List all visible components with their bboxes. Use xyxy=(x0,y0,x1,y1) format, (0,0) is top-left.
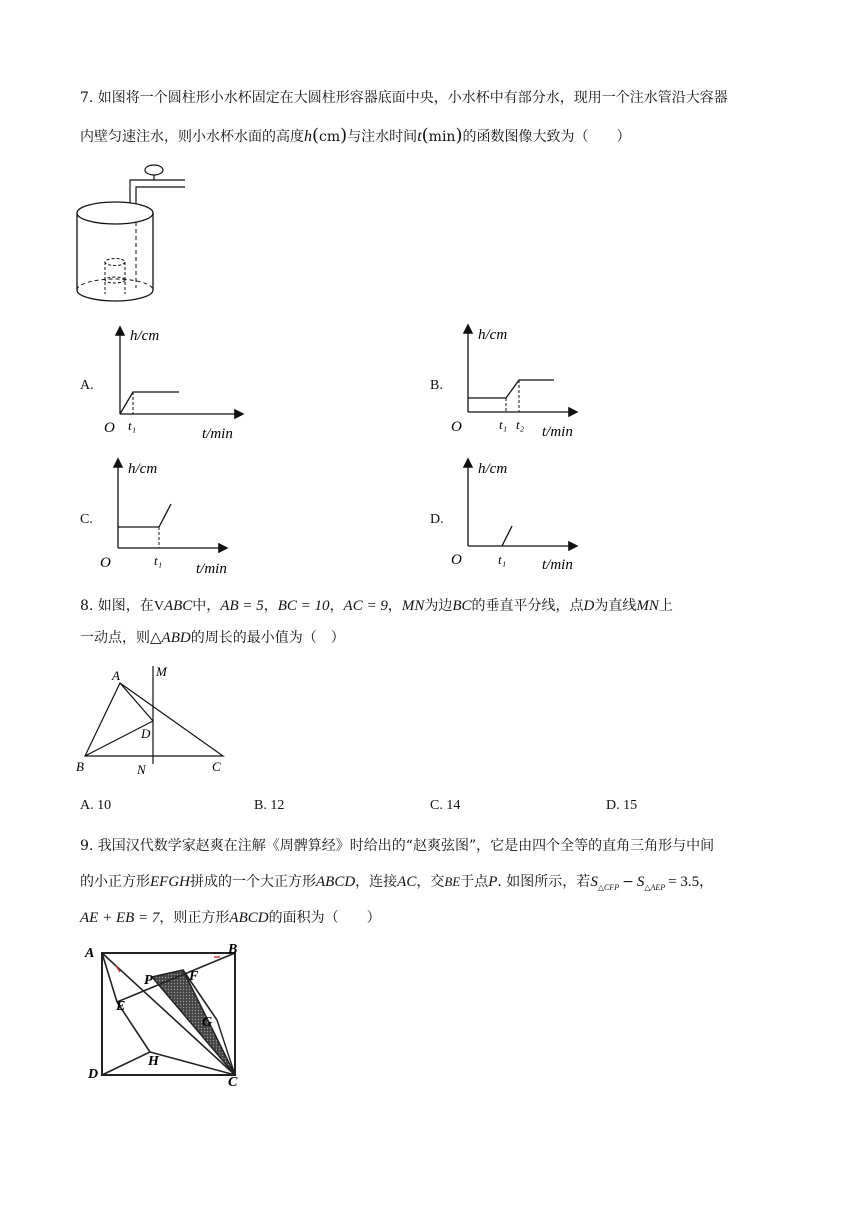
q7-option-b-key[interactable]: B. xyxy=(430,378,443,393)
label-c: C xyxy=(228,1075,238,1090)
xlabel: t/min xyxy=(542,424,573,440)
segment-ac: AC xyxy=(397,874,417,890)
label-a: A xyxy=(85,946,95,961)
q9-line2: 的小正方形EFGH拼成的一个大正方形ABCD，连接AC，交BE于点P. 如图所示，若$S_{\triangle CFP} - S_{\triangle AEP} = 3.5$， xyxy=(80,874,714,892)
label-a: A xyxy=(112,668,120,683)
triangle-name: ABC xyxy=(163,598,193,614)
ylabel: h/cm xyxy=(130,328,160,344)
label-e: E xyxy=(116,999,126,1014)
line-mn: MN xyxy=(636,598,659,614)
xlabel: t/min xyxy=(542,557,573,573)
origin-label: O xyxy=(100,555,111,571)
origin-label: O xyxy=(451,552,462,568)
condition-ac: AC = 9 xyxy=(343,598,388,614)
q8-text: 中， xyxy=(192,598,221,614)
q8-choice-b[interactable]: B. 12 xyxy=(254,798,285,813)
q9-line1: 9. 我国汉代数学家赵爽在注解《周髀算经》时给出的“赵爽弦图”，它是由四个全等的直角三角形与中间 xyxy=(80,838,715,854)
label-p: P xyxy=(144,973,153,988)
q7-graph-d xyxy=(446,456,606,580)
q7-line2: 内壁匀速注水，则小水杯水面的高度h(cm)与注水时间t(min)的函数图像大致为（ ） xyxy=(80,125,631,146)
q7-graph-a xyxy=(96,322,256,446)
square-abcd: ABCD xyxy=(229,910,269,926)
q7-text-b: 与注水时间 xyxy=(347,129,418,145)
q9-text: ，交 xyxy=(416,874,445,890)
area-sub-cfp: △CFP xyxy=(597,882,620,892)
square-efgh: EFGH xyxy=(150,874,190,890)
triangle-symbol: V xyxy=(153,599,164,614)
ylabel: h/cm xyxy=(478,461,508,477)
q9-zhao-shuang-figure xyxy=(80,940,250,1090)
square-abcd: ABCD xyxy=(316,874,356,890)
t2-label: t₂ xyxy=(516,417,525,432)
q7-option-a-key[interactable]: A. xyxy=(80,378,94,393)
label-m: M xyxy=(156,664,167,679)
q9-text: 的小正方形 xyxy=(80,874,150,890)
q9-text: ，连接 xyxy=(355,874,398,890)
label-f: F xyxy=(189,969,199,984)
origin-label: O xyxy=(104,420,115,436)
q7-option-c-key[interactable]: C. xyxy=(80,512,93,527)
q8-choice-a[interactable]: A. 10 xyxy=(80,798,112,813)
q9-text: 于点 xyxy=(460,874,489,890)
q8-line2 xyxy=(80,628,345,648)
q7-line1: 7. 如图将一个圆柱形小水杯固定在大圆柱形容器底面中央，小水杯中有部分水，现用一个注水管沿大容器 xyxy=(80,90,728,106)
var-t: t xyxy=(417,128,422,145)
q7-container-figure xyxy=(70,158,200,308)
area-s: S xyxy=(636,874,645,890)
t1-label: t₁ xyxy=(498,552,507,567)
q7-graph-c xyxy=(96,456,256,580)
q8-triangle-figure xyxy=(74,660,234,780)
q8-text: 的垂直平分线，点 xyxy=(471,598,584,614)
area-value: = 3.5 xyxy=(668,874,700,890)
t1-label: t₁ xyxy=(128,418,137,433)
q8-text: 8. 如图，在 xyxy=(80,598,154,614)
q7-graph-b xyxy=(446,322,606,446)
ylabel: h/cm xyxy=(478,327,508,343)
label-g: G xyxy=(202,1015,213,1030)
q8-text: 为边 xyxy=(424,598,453,614)
q9-text: . 如图所示，若 xyxy=(497,874,591,890)
label-d: D xyxy=(141,726,151,741)
t1-label: t₁ xyxy=(154,553,163,568)
q8-choice-c[interactable]: C. 14 xyxy=(430,798,461,813)
var-h: h xyxy=(304,128,312,145)
label-h: H xyxy=(148,1054,159,1069)
label-d: D xyxy=(88,1067,99,1082)
minus-sign: − xyxy=(622,874,634,890)
point-p: P xyxy=(488,874,498,890)
q7-text-a: 内壁匀速注水，则小水杯水面的高度 xyxy=(80,129,304,145)
area-s: S xyxy=(590,874,598,890)
segment-be: BE xyxy=(444,874,461,889)
ylabel: h/cm xyxy=(128,461,158,477)
q8-text: 为直线 xyxy=(594,598,637,614)
condition-ae-eb: AE + EB = 7 xyxy=(80,910,160,926)
label-b: B xyxy=(228,942,238,957)
label-b: B xyxy=(76,759,84,774)
xlabel: t/min xyxy=(196,561,227,577)
line-mn: MN xyxy=(401,598,425,614)
label-n: N xyxy=(137,762,146,777)
condition-bc: BC = 10 xyxy=(277,598,330,614)
q7-option-d-key[interactable]: D. xyxy=(430,512,444,527)
q9-text: ，则正方形 xyxy=(159,910,230,926)
point-d: D xyxy=(583,598,595,614)
unit-cm: cm xyxy=(319,129,341,145)
label-c: C xyxy=(212,759,221,774)
xlabel: t/min xyxy=(202,426,233,442)
q8-line1: 8. 如图，在VABC中，AB = 5，BC = 10，AC = 9，MN为边BC的垂直平分线，点D为直线MN上 xyxy=(80,598,673,614)
side-bc: BC xyxy=(452,598,472,614)
t1-label: t₁ xyxy=(499,417,508,432)
origin-label: O xyxy=(451,419,462,435)
q9-line3 xyxy=(80,908,381,928)
q8-text: 的周长的最小值为（ ） xyxy=(190,630,345,646)
q9-text: 拼成的一个大正方形 xyxy=(190,874,316,890)
area-sub-aep: △AEP xyxy=(644,882,666,892)
q9-text: 的面积为（ ） xyxy=(268,910,381,926)
q8-choice-d[interactable]: D. 15 xyxy=(606,798,638,813)
condition-ab: AB = 5 xyxy=(220,598,264,614)
q7-text-c: 的函数图像大致为（ ） xyxy=(462,129,631,145)
unit-min: min xyxy=(428,129,456,145)
triangle-abd: △ABD xyxy=(150,630,191,646)
q8-text: 上 xyxy=(658,598,673,614)
q8-text: 一动点，则 xyxy=(80,630,150,646)
